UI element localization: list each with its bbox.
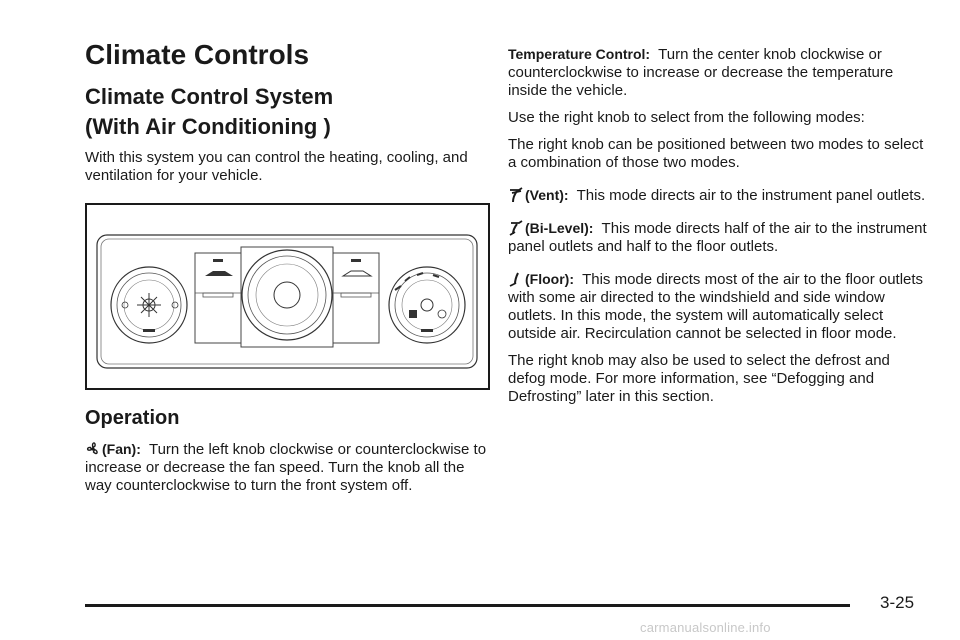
floor-mode-icon: [508, 271, 524, 287]
fan-text: Turn the left knob clockwise or counterclockwise to increase or decrease the fan speed. Turn the knob all the way counterclockwise to turn the front system off.: [85, 441, 487, 495]
page-number: 3-25: [880, 593, 915, 612]
modes-intro: Use the right knob to select from the following modes:: [508, 109, 865, 126]
bilevel-text: This mode directs half of the air to the instrument panel outlets and half to the floor outlets.: [508, 220, 927, 255]
fan-label: (Fan):: [102, 441, 141, 458]
combination-paragraph: The right knob can be positioned between two modes to select a combination of those two modes.: [508, 136, 924, 171]
section-title-line1: Climate Control System: [85, 83, 334, 109]
fan-paragraph: [85, 440, 490, 495]
right-column: [508, 45, 928, 415]
right-button-panel: [333, 253, 379, 343]
floor-label: (Floor):: [525, 271, 574, 287]
climate-panel-illustration: [87, 205, 488, 388]
operation-heading: Operation: [85, 407, 180, 430]
climate-control-panel-figure: [85, 203, 490, 390]
left-column: [85, 38, 490, 504]
watermark: carmanualsonline.info: [640, 620, 771, 635]
temperature-knob: [241, 247, 333, 347]
fan-icon: [85, 441, 101, 457]
floor-text: This mode directs most of the air to the floor outlets with some air directed to the windshield and side window outlets. In this mode, the system will automatically select outside air. Recirculation cannot be selected in floor mode.: [508, 271, 924, 342]
vent-mode-icon: [508, 187, 524, 203]
vent-paragraph: [508, 186, 928, 205]
temperature-text: Turn the center knob clockwise or counterclockwise to increase or decrease the temperature inside the vehicle.: [508, 46, 894, 99]
bilevel-label: (Bi-Level):: [525, 220, 594, 236]
temperature-paragraph: [508, 45, 928, 100]
floor-paragraph: [508, 270, 928, 343]
intro-paragraph: With this system you can control the heating, cooling, and ventilation for your vehicle.: [85, 149, 468, 185]
mode-knob: [389, 267, 465, 343]
left-button-panel: [195, 253, 241, 343]
fan-knob: [111, 267, 187, 343]
defrost-paragraph: The right knob may also be used to select the defrost and defog mode. For more information, see “Defogging and Defrosting” later in this section.: [508, 352, 890, 405]
bilevel-mode-icon: [508, 220, 524, 236]
section-title-line2: (With Air Conditioning ): [85, 113, 331, 139]
temperature-label: Temperature Control:: [508, 46, 651, 62]
bilevel-paragraph: [508, 219, 928, 256]
page-title: Climate Controls: [85, 39, 310, 70]
footer-rule: [85, 604, 850, 607]
vent-text: This mode directs air to the instrument panel outlets.: [576, 187, 926, 204]
vent-label: (Vent):: [525, 187, 569, 203]
